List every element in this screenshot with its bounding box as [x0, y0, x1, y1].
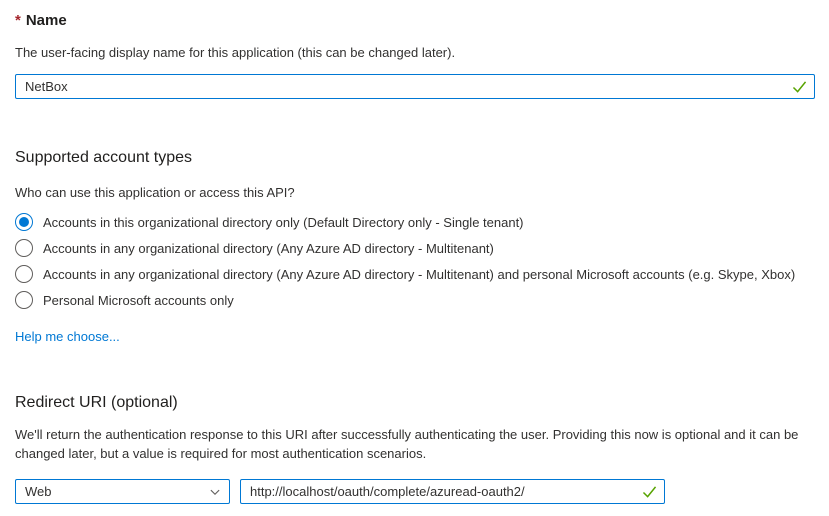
radio-label: Accounts in any organizational directory (Any Azure AD directory - Multitenant) [43, 240, 494, 256]
account-type-option-multitenant-personal[interactable] [15, 261, 815, 287]
name-label-row [15, 10, 815, 29]
name-input[interactable] [15, 74, 815, 99]
name-section [15, 10, 815, 99]
redirect-uri-description: We'll return the authentication response to this URI after successfully authenticating the user. Providing this now is optional and it can be changed later, but a value is required for most authentication scenarios. [15, 427, 799, 461]
name-description: The user-facing display name for this application (this can be changed later). [15, 45, 456, 60]
account-type-option-single-tenant[interactable] [15, 209, 815, 235]
checkmark-icon [792, 80, 807, 93]
radio-button[interactable] [15, 291, 33, 309]
redirect-uri-section [15, 394, 815, 504]
account-types-question: Who can use this application or access this API? [15, 185, 295, 200]
radio-button[interactable] [15, 213, 33, 231]
redirect-uri-heading: Redirect URI (optional) [15, 394, 178, 411]
radio-button[interactable] [15, 239, 33, 257]
radio-label: Accounts in any organizational directory (Any Azure AD directory - Multitenant) and personal Microsoft accounts (e.g. Skype, Xbox) [43, 266, 796, 282]
platform-select-dropdown[interactable] [15, 479, 230, 504]
account-type-option-personal-only[interactable] [15, 287, 815, 313]
required-marker: * [15, 12, 21, 29]
name-label: Name [25, 12, 67, 29]
redirect-uri-input[interactable] [240, 479, 665, 504]
checkmark-icon [642, 485, 657, 498]
supported-account-types-heading: Supported account types [15, 149, 193, 166]
account-type-option-multitenant[interactable] [15, 235, 815, 261]
name-input-wrap [15, 74, 815, 99]
help-me-choose-link[interactable]: Help me choose... [15, 329, 120, 344]
supported-account-types-section [15, 149, 815, 346]
platform-selected-value: Web [25, 484, 52, 499]
radio-button[interactable] [15, 265, 33, 283]
redirect-uri-input-wrap [240, 479, 665, 504]
redirect-uri-controls [15, 479, 815, 504]
account-type-options [15, 209, 815, 313]
radio-label: Accounts in this organizational directory only (Default Directory only - Single tenant) [43, 214, 524, 230]
radio-label: Personal Microsoft accounts only [43, 292, 234, 308]
chevron-down-icon [209, 486, 221, 498]
